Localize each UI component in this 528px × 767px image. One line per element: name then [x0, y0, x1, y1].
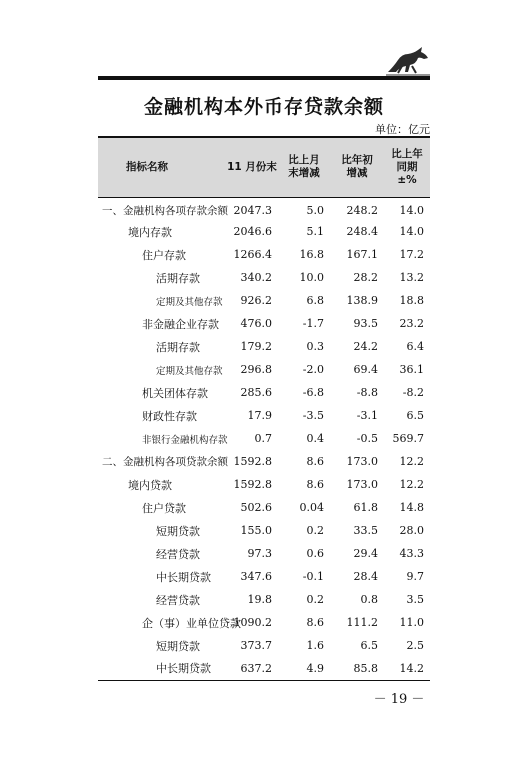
table-row [98, 565, 430, 588]
row-value: 28.2 [353, 271, 378, 284]
row-label: 短期贷款 [156, 639, 200, 653]
row-value: -8.2 [402, 386, 424, 399]
row-value: 6.8 [306, 294, 324, 307]
row-value: 9.7 [406, 570, 424, 583]
row-value: 11.0 [399, 616, 424, 629]
row-value: 1.6 [306, 639, 324, 652]
row-value: 1266.4 [233, 248, 272, 261]
row-value: 28.4 [353, 570, 378, 583]
col-header-nov-end: 11 月份末 [227, 160, 277, 173]
row-value: 0.3 [306, 340, 324, 353]
row-label: 活期存款 [156, 271, 200, 285]
row-value: 13.2 [399, 271, 424, 284]
row-value: 8.6 [306, 478, 324, 491]
table-header-row [98, 137, 430, 197]
page-title: 金融机构本外币存贷款余额 [143, 96, 384, 118]
row-value: 97.3 [247, 547, 272, 560]
row-value: 85.8 [353, 661, 378, 675]
row-value: 5.1 [306, 225, 324, 238]
row-value: 16.8 [299, 248, 324, 261]
table-row [98, 243, 430, 266]
row-value: 167.1 [346, 248, 378, 261]
col-header-yoy-pct: 比上年 同期 ±% [391, 147, 423, 186]
table-row [98, 588, 430, 611]
row-value: 0.04 [299, 501, 324, 514]
row-label: 机关团体存款 [142, 386, 208, 400]
row-value: 69.4 [353, 363, 378, 376]
row-value: 36.1 [399, 363, 424, 376]
row-value: 14.2 [399, 661, 424, 675]
row-value: 111.2 [346, 616, 378, 629]
table-body [98, 197, 430, 680]
row-value: -0.1 [302, 570, 324, 583]
row-value: 0.2 [306, 524, 324, 537]
table-row [98, 427, 430, 450]
row-value: 12.2 [399, 455, 424, 468]
row-label: 非金融企业存款 [142, 317, 219, 331]
table-row [98, 657, 430, 680]
row-value: 373.7 [240, 639, 272, 652]
table-row [98, 519, 430, 542]
row-value: 23.2 [399, 317, 424, 330]
row-value: 155.0 [240, 524, 272, 537]
row-label: 经营贷款 [156, 593, 200, 607]
row-value: 248.2 [346, 203, 378, 217]
table-row [98, 266, 430, 289]
data-table [98, 136, 430, 681]
row-value: 33.5 [353, 524, 378, 537]
row-value: 6.5 [360, 639, 378, 652]
unit-label: 单位：亿元 [375, 123, 430, 136]
row-value: -3.5 [302, 409, 324, 422]
col-header-name: 指标名称 [126, 160, 168, 173]
row-value: 926.2 [240, 294, 272, 307]
row-value: 569.7 [392, 432, 424, 445]
table-row [98, 450, 430, 473]
row-value: 28.0 [399, 524, 424, 537]
row-label: 活期存款 [156, 340, 200, 354]
row-value: -6.8 [302, 386, 324, 399]
row-value: 2.5 [406, 639, 424, 652]
row-value: 502.6 [240, 501, 272, 514]
row-value: 0.6 [306, 547, 324, 560]
row-label: 一、金融机构各项存款余额 [102, 204, 228, 217]
row-value: 6.4 [406, 340, 424, 353]
row-value: 340.2 [240, 271, 272, 284]
row-label: 非银行金融机构存款 [142, 434, 228, 446]
table-row [98, 312, 430, 335]
table-row [98, 335, 430, 358]
row-value: 2047.3 [233, 203, 272, 217]
table-row [98, 358, 430, 381]
table-row [98, 220, 430, 243]
page-number: － 19 － [373, 692, 425, 707]
row-value: 10.0 [299, 271, 324, 284]
header-rule [98, 76, 430, 80]
row-value: 14.0 [399, 225, 424, 238]
table-row [98, 473, 430, 496]
row-value: 637.2 [240, 661, 272, 675]
row-value: 0.8 [360, 593, 378, 606]
row-value: -3.1 [356, 409, 378, 422]
row-label: 中长期贷款 [156, 662, 211, 676]
row-value: -0.5 [356, 432, 378, 445]
row-value: -8.8 [356, 386, 378, 399]
row-label: 境内存款 [128, 225, 172, 239]
row-value: 19.8 [247, 593, 272, 606]
row-value: 1592.8 [233, 478, 272, 491]
row-label: 住户贷款 [142, 501, 186, 515]
table-row [98, 404, 430, 427]
col-header-ytd-change: 比年初 增减 [341, 154, 373, 180]
row-value: 2046.6 [233, 225, 272, 238]
row-value: 285.6 [240, 386, 272, 399]
col-header-mom-change: 比上月 末增减 [288, 154, 320, 180]
row-value: 173.0 [346, 455, 378, 468]
row-value: 8.6 [306, 616, 324, 629]
row-value: -2.0 [302, 363, 324, 376]
row-label: 定期及其他存款 [156, 296, 223, 308]
row-value: 138.9 [346, 294, 378, 307]
row-value: 93.5 [353, 317, 378, 330]
row-value: 1592.8 [233, 455, 272, 468]
row-value: 61.8 [353, 501, 378, 514]
row-value: -1.7 [302, 317, 324, 330]
row-label: 定期及其他存款 [156, 365, 223, 377]
row-value: 29.4 [353, 547, 378, 560]
row-label: 短期贷款 [156, 524, 200, 538]
row-value: 12.2 [399, 478, 424, 491]
row-value: 173.0 [346, 478, 378, 491]
table-row [98, 496, 430, 519]
row-value: 4.9 [306, 661, 324, 675]
row-value: 296.8 [240, 363, 272, 376]
table-row [98, 381, 430, 404]
row-value: 0.2 [306, 593, 324, 606]
row-value: 347.6 [240, 570, 272, 583]
row-value: 1090.2 [233, 616, 272, 629]
row-label: 财政性存款 [142, 409, 197, 423]
table-row [98, 289, 430, 312]
row-label: 中长期贷款 [156, 570, 211, 584]
row-label: 经营贷款 [156, 547, 200, 561]
row-value: 24.2 [353, 340, 378, 353]
table-row [98, 634, 430, 657]
row-value: 3.5 [406, 593, 424, 606]
row-value: 6.5 [406, 409, 424, 422]
row-label: 二、金融机构各项贷款余额 [102, 456, 228, 468]
row-label: 企（事）业单位贷款 [142, 616, 241, 630]
row-value: 8.6 [306, 455, 324, 468]
row-value: 248.4 [346, 225, 378, 238]
table-row [98, 197, 430, 220]
table-row [98, 611, 430, 634]
row-value: 17.2 [399, 248, 424, 261]
row-value: 43.3 [399, 547, 424, 560]
row-value: 476.0 [240, 317, 272, 330]
row-value: 14.8 [399, 501, 424, 514]
row-value: 0.7 [254, 432, 272, 445]
row-label: 境内贷款 [128, 478, 172, 492]
row-value: 0.4 [306, 432, 324, 445]
row-value: 179.2 [240, 340, 272, 353]
row-value: 17.9 [247, 409, 272, 422]
row-label: 住户存款 [142, 248, 186, 262]
row-value: 14.0 [399, 203, 424, 217]
row-value: 5.0 [306, 203, 324, 217]
horse-logo-icon [384, 42, 432, 76]
row-value: 18.8 [399, 294, 424, 307]
table-row [98, 542, 430, 565]
